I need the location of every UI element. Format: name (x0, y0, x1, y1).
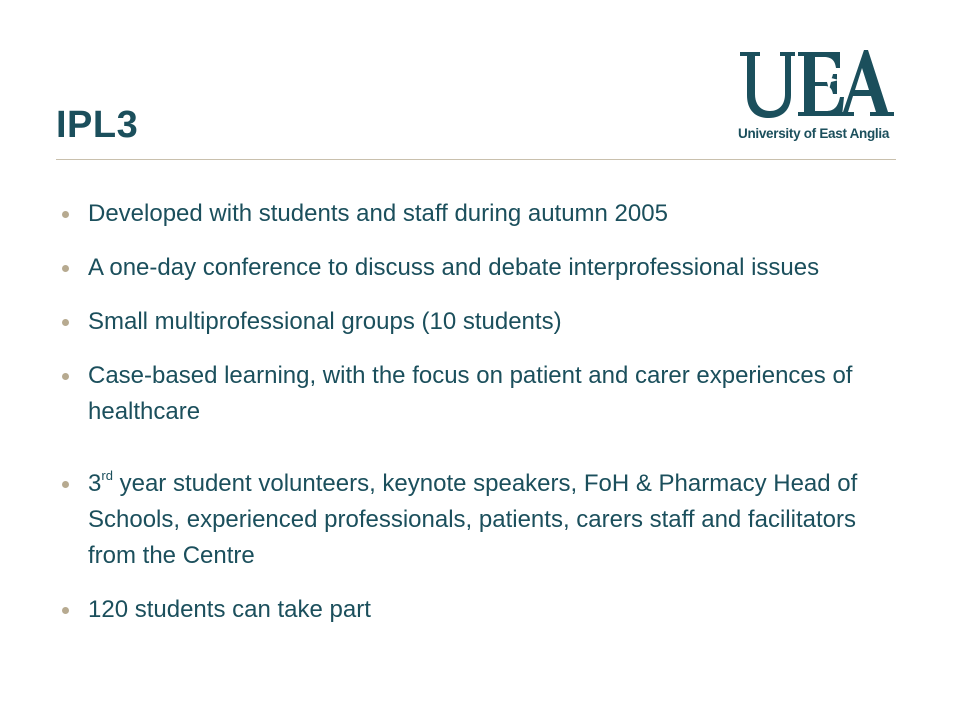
bullet-dot-icon (62, 607, 69, 614)
bullet-list (60, 196, 900, 628)
bullet-dot-icon (62, 373, 69, 380)
bullet-text: 120 students can take part (88, 596, 371, 623)
bullet-text: year student volunteers, keynote speakers, FoH & Pharmacy Head of Schools, experienced professionals, patients, carers staff and facilitators from the Centre (88, 470, 858, 569)
uea-logo-caption: University of East Anglia (738, 126, 890, 141)
bullet-item (60, 196, 900, 232)
bullet-dot-icon (62, 265, 69, 272)
bullet-item (60, 250, 900, 286)
bullet-dot-icon (62, 211, 69, 218)
bullet-item (60, 304, 900, 340)
bullet-item (60, 466, 900, 574)
bullet-text: Case-based learning, with the focus on patient and carer experiences of healthcare (88, 362, 853, 425)
bullet-dot-icon (62, 481, 69, 488)
bullet-text: Small multiprofessional groups (10 students) (88, 308, 562, 335)
title-divider (56, 159, 896, 160)
bullet-text: Developed with students and staff during autumn 2005 (88, 200, 668, 227)
slide-title: IPL3 (56, 104, 139, 146)
bullet-item (60, 592, 900, 628)
bullet-item (60, 358, 900, 430)
uea-logo (736, 48, 898, 146)
bullet-dot-icon (62, 319, 69, 326)
bullet-superscript: rd (101, 468, 113, 483)
bullet-text: A one-day conference to discuss and debate interprofessional issues (88, 254, 820, 281)
bullet-prefix: 3 (88, 470, 102, 497)
uea-logo-mark (736, 48, 896, 120)
